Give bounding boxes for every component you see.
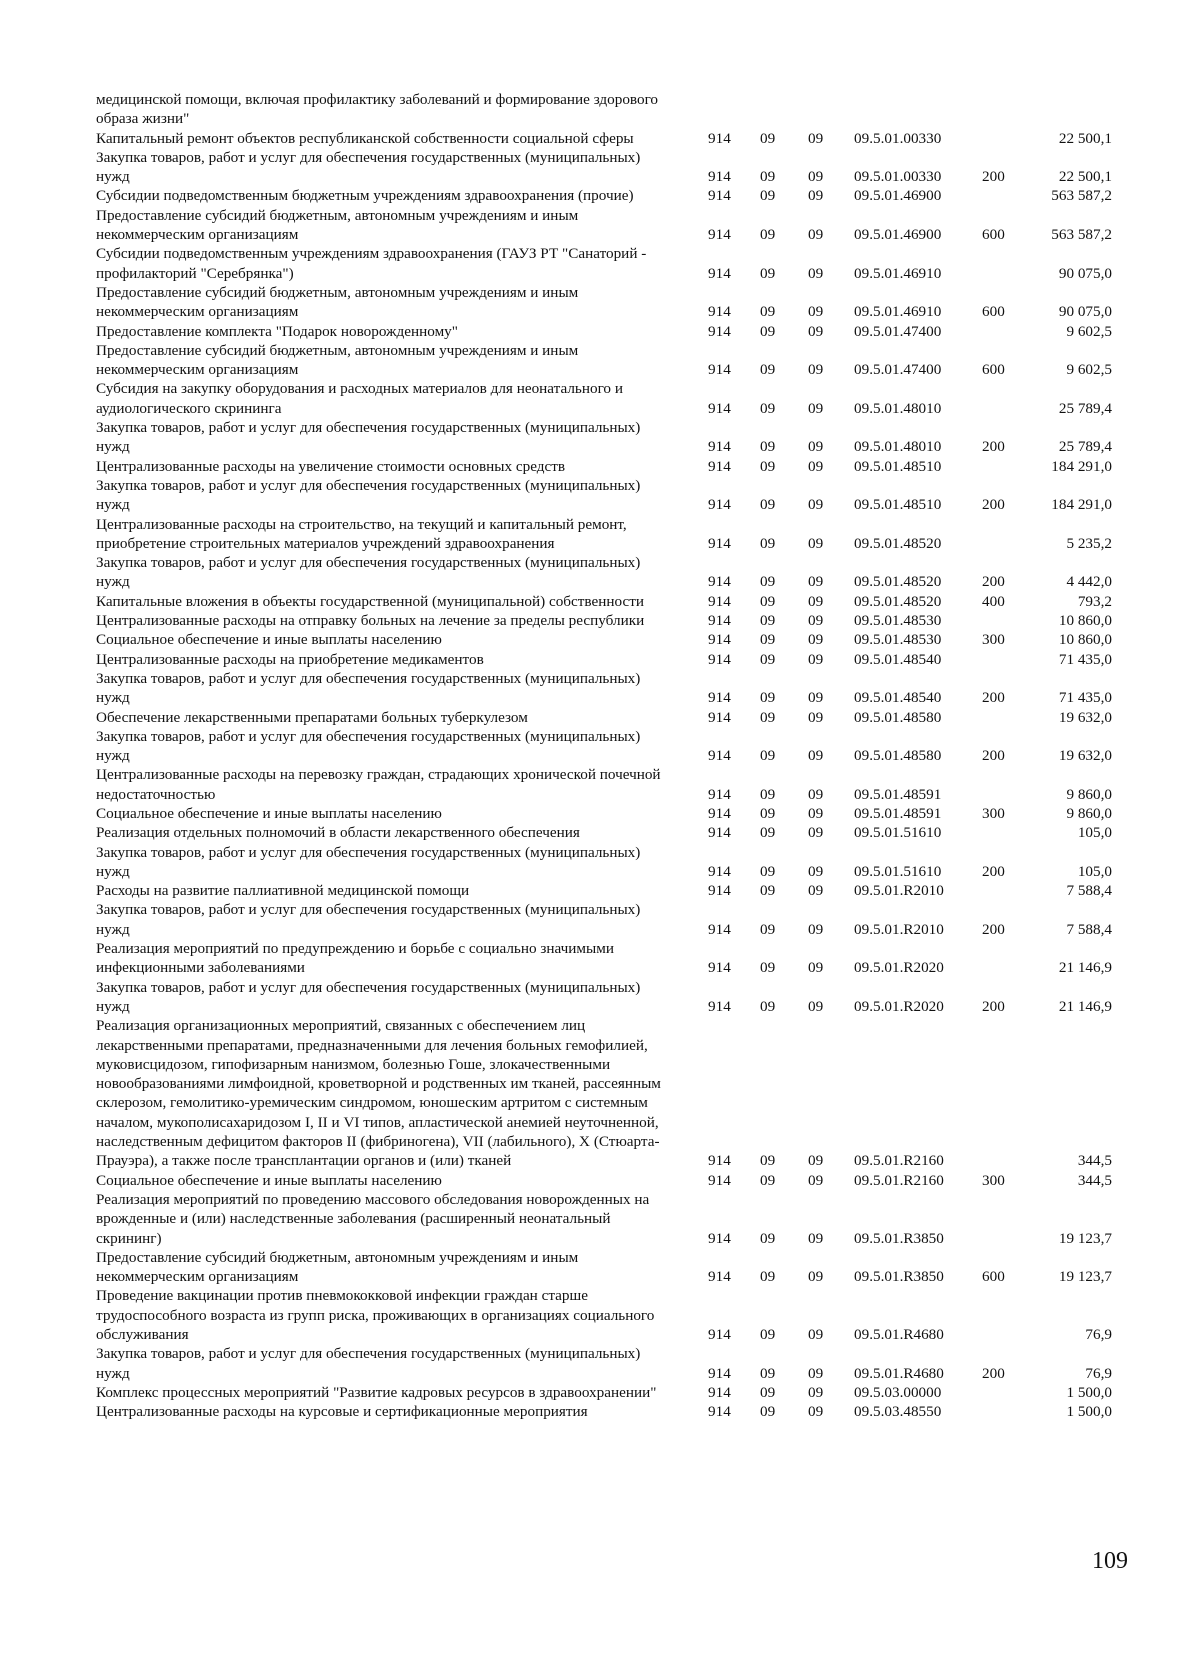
row-expense-type: 200 [982,573,1005,591]
row-target-article: 09.5.01.46900 [854,226,942,244]
row-subsection: 09 [808,785,824,803]
table-row [96,341,1136,380]
row-section: 09 [760,457,776,475]
row-section: 09 [760,882,776,900]
row-subsection: 09 [808,457,824,475]
row-expense-type: 400 [982,592,1005,610]
table-row [96,939,1136,978]
row-name: Закупка товаров, работ и услуг для обеспечения государственных (муниципальных) нужд [96,148,641,186]
row-amount: 9 860,0 [1066,785,1112,803]
row-subsection: 09 [808,1171,824,1189]
row-subsection: 09 [808,612,824,630]
row-subsection: 09 [808,438,824,456]
table-row [96,669,1136,708]
row-name: Централизованные расходы на увеличение стоимости основных средств [96,457,566,475]
row-section: 09 [760,631,776,649]
row-section: 09 [760,361,776,379]
row-target-article: 09.5.01.48540 [854,689,942,707]
table-row [96,206,1136,245]
table-row [96,244,1136,283]
row-expense-type: 200 [982,920,1005,938]
row-section: 09 [760,438,776,456]
table-row [96,900,1136,939]
row-name: Закупка товаров, работ и услуг для обеспечения государственных (муниципальных) нужд [96,843,641,880]
budget-table [96,90,1136,1421]
row-grbs: 914 [708,1171,731,1189]
row-section: 09 [760,129,776,147]
row-subsection: 09 [808,1229,824,1247]
row-subsection: 09 [808,824,824,842]
row-subsection: 09 [808,322,824,340]
row-section: 09 [760,785,776,803]
row-amount: 1 500,0 [1066,1403,1112,1421]
row-subsection: 09 [808,303,824,321]
row-grbs: 914 [708,1383,731,1401]
row-expense-type: 300 [982,804,1005,822]
row-amount: 90 075,0 [1058,264,1112,282]
row-target-article: 09.5.01.46900 [854,187,942,205]
row-target-article: 09.5.01.48591 [854,785,942,803]
row-subsection: 09 [808,631,824,649]
row-target-article: 09.5.01.48591 [854,804,942,822]
row-grbs: 914 [708,457,731,475]
row-grbs: 914 [708,882,731,900]
table-row [96,1190,1136,1248]
row-target-article: 09.5.01.48530 [854,631,942,649]
row-name: Субсидия на закупку оборудования и расходных материалов для неонатального и аудиологического скрининга [96,380,623,417]
table-row [96,90,1136,129]
row-name: Реализация организационных мероприятий, связанных с обеспечением лиц лекарственными препаратами, предназначенными для лечения больных гемофилией, муковисцидозом, гипофизарным нанизмом, болезнью Гоше, злокачественными новообразованиями лимфоидной, кроветворной и родственных им тканей, рассеянным склерозом, гемолитико-уремическим синдромом, юношеским артритом с системным началом, мукополисахаридозом I, II и VI типов, апластической анемией неуточненной, наследственным дефицитом факторов II (фибриногена), VII (лабильного), X (Стюарта-Прауэра), а также после трансплантации органов и (или) тканей [96,1017,661,1170]
row-target-article: 09.5.01.48010 [854,399,942,417]
row-name: Централизованные расходы на приобретение медикаментов [96,650,484,668]
row-name: Закупка товаров, работ и услуг для обеспечения государственных (муниципальных) нужд [96,554,641,591]
row-grbs: 914 [708,1364,731,1382]
row-section: 09 [760,1268,776,1286]
row-section: 09 [760,959,776,977]
row-amount: 9 602,5 [1066,322,1112,340]
row-name: Социальное обеспечение и иные выплаты населению [96,631,442,649]
row-name: Закупка товаров, работ и услуг для обеспечения государственных (муниципальных) нужд [96,476,641,514]
row-target-article: 09.5.01.48520 [854,573,942,591]
table-row [96,1402,1136,1421]
row-grbs: 914 [708,592,731,610]
row-grbs: 914 [708,438,731,456]
row-subsection: 09 [808,882,824,900]
row-amount: 76,9 [1085,1364,1112,1382]
table-row [96,978,1136,1017]
row-grbs: 914 [708,689,731,707]
table-row [96,1016,1136,1170]
row-target-article: 09.5.01.48510 [854,496,942,514]
table-row [96,418,1136,457]
row-amount: 21 146,9 [1058,959,1112,977]
row-section: 09 [760,399,776,417]
row-section: 09 [760,920,776,938]
row-subsection: 09 [808,920,824,938]
row-amount: 19 632,0 [1058,747,1112,765]
row-target-article: 09.5.01.48540 [854,650,942,668]
row-subsection: 09 [808,1383,824,1401]
row-section: 09 [760,1364,776,1382]
row-expense-type: 200 [982,689,1005,707]
row-subsection: 09 [808,399,824,417]
row-name: Предоставление субсидий бюджетным, автономным учреждениям и иным некоммерческим организациям [96,206,579,244]
row-target-article: 09.5.01.R2160 [854,1171,944,1189]
row-amount: 10 860,0 [1058,612,1112,630]
row-grbs: 914 [708,631,731,649]
row-grbs: 914 [708,920,731,938]
row-amount: 9 602,5 [1066,361,1112,379]
table-row [96,553,1136,592]
row-amount: 7 588,4 [1066,882,1112,900]
table-row [96,630,1136,649]
row-target-article: 09.5.01.R4680 [854,1364,944,1382]
row-name: Централизованные расходы на отправку больных на лечение за пределы республики [96,612,645,630]
row-grbs: 914 [708,361,731,379]
row-subsection: 09 [808,959,824,977]
row-amount: 4 442,0 [1066,573,1112,591]
row-target-article: 09.5.01.48510 [854,457,942,475]
row-subsection: 09 [808,129,824,147]
row-section: 09 [760,496,776,514]
row-target-article: 09.5.01.R3850 [854,1268,944,1286]
row-amount: 184 291,0 [1051,457,1112,475]
table-row [96,592,1136,611]
row-amount: 19 632,0 [1058,708,1112,726]
row-section: 09 [760,747,776,765]
row-section: 09 [760,824,776,842]
row-grbs: 914 [708,1229,731,1247]
row-subsection: 09 [808,573,824,591]
row-subsection: 09 [808,650,824,668]
row-expense-type: 600 [982,303,1005,321]
table-row [96,843,1136,882]
row-subsection: 09 [808,592,824,610]
row-subsection: 09 [808,997,824,1015]
row-section: 09 [760,303,776,321]
row-section: 09 [760,997,776,1015]
table-row [96,186,1136,205]
row-name: Централизованные расходы на перевозку граждан, страдающих хронической почечной недостаточностью [96,766,661,803]
row-section: 09 [760,1403,776,1421]
row-expense-type: 200 [982,168,1005,186]
row-amount: 90 075,0 [1058,303,1112,321]
table-row [96,1248,1136,1287]
row-grbs: 914 [708,824,731,842]
row-name: Закупка товаров, работ и услуг для обеспечения государственных (муниципальных) нужд [96,1345,641,1382]
table-row [96,283,1136,322]
table-row [96,515,1136,554]
row-name: Закупка товаров, работ и услуг для обеспечения государственных (муниципальных) нужд [96,727,641,765]
row-grbs: 914 [708,1268,731,1286]
row-section: 09 [760,689,776,707]
row-section: 09 [760,187,776,205]
row-amount: 105,0 [1077,824,1112,842]
row-grbs: 914 [708,650,731,668]
row-amount: 1 500,0 [1066,1383,1112,1401]
table-row [96,129,1136,148]
row-grbs: 914 [708,1403,731,1421]
row-section: 09 [760,226,776,244]
row-subsection: 09 [808,496,824,514]
row-subsection: 09 [808,361,824,379]
row-grbs: 914 [708,322,731,340]
row-amount: 10 860,0 [1058,631,1112,649]
row-name: Реализация мероприятий по предупреждению и борьбе с социально значимыми инфекционными заболеваниями [96,940,614,977]
row-section: 09 [760,862,776,880]
row-name: Капитальный ремонт объектов республиканской собственности социальной сферы [96,129,634,147]
row-section: 09 [760,534,776,552]
row-amount: 19 123,7 [1058,1229,1112,1247]
row-grbs: 914 [708,534,731,552]
row-grbs: 914 [708,997,731,1015]
row-amount: 9 860,0 [1066,804,1112,822]
row-grbs: 914 [708,1326,731,1343]
row-subsection: 09 [808,1268,824,1286]
table-row [96,611,1136,630]
row-target-article: 09.5.01.48580 [854,747,942,765]
row-amount: 563 587,2 [1051,187,1112,205]
row-amount: 563 587,2 [1051,226,1112,244]
row-grbs: 914 [708,303,731,321]
table-row [96,457,1136,476]
row-target-article: 09.5.01.00330 [854,168,942,186]
row-amount: 344,5 [1077,1152,1112,1170]
row-grbs: 914 [708,959,731,977]
row-amount: 19 123,7 [1058,1268,1112,1286]
row-expense-type: 200 [982,862,1005,880]
row-section: 09 [760,322,776,340]
row-target-article: 09.5.01.47400 [854,361,942,379]
row-target-article: 09.5.03.48550 [854,1403,942,1421]
row-name: Предоставление комплекта "Подарок новорожденному" [96,322,458,340]
row-subsection: 09 [808,689,824,707]
row-grbs: 914 [708,226,731,244]
row-expense-type: 200 [982,496,1005,514]
row-name: Закупка товаров, работ и услуг для обеспечения государственных (муниципальных) нужд [96,669,641,707]
table-row [96,881,1136,900]
row-amount: 25 789,4 [1058,438,1112,456]
row-section: 09 [760,264,776,282]
row-name: Реализация отдельных полномочий в области лекарственного обеспечения [96,824,580,842]
table-row [96,727,1136,766]
row-section: 09 [760,804,776,822]
row-expense-type: 600 [982,226,1005,244]
row-grbs: 914 [708,496,731,514]
page-number: 109 [1092,1548,1128,1574]
row-expense-type: 300 [982,631,1005,649]
row-grbs: 914 [708,187,731,205]
row-name: Закупка товаров, работ и услуг для обеспечения государственных (муниципальных) нужд [96,419,641,456]
row-expense-type: 200 [982,1364,1005,1382]
row-target-article: 09.5.01.46910 [854,303,942,321]
row-name: Комплекс процессных мероприятий "Развитие кадровых ресурсов в здравоохранении" [96,1383,657,1401]
row-subsection: 09 [808,1326,824,1343]
row-target-article: 09.5.01.48520 [854,592,942,610]
table-row [96,476,1136,515]
row-expense-type: 200 [982,438,1005,456]
table-row [96,148,1136,187]
row-amount: 793,2 [1077,592,1112,610]
row-amount: 25 789,4 [1058,399,1112,417]
row-grbs: 914 [708,168,731,186]
row-amount: 22 500,1 [1058,129,1112,147]
row-section: 09 [760,1326,776,1343]
row-name: Предоставление субсидий бюджетным, автономным учреждениям и иным некоммерческим организациям [96,283,579,321]
row-name: Проведение вакцинации против пневмококковой инфекции граждан старше трудоспособного возраста из групп риска, проживающих в организациях социального обслуживания [96,1287,655,1343]
row-target-article: 09.5.01.51610 [854,824,942,842]
table-row [96,708,1136,727]
row-name: Предоставление субсидий бюджетным, автономным учреждениям и иным некоммерческим организациям [96,1248,579,1286]
row-target-article: 09.5.01.46910 [854,264,942,282]
row-target-article: 09.5.01.R2160 [854,1152,944,1170]
row-section: 09 [760,1229,776,1247]
row-name: Субсидии подведомственным учреждениям здравоохранения (ГАУЗ РТ "Санаторий - профилакторий "Серебрянка") [96,245,647,282]
row-target-article: 09.5.01.47400 [854,322,942,340]
row-amount: 71 435,0 [1058,650,1112,668]
row-section: 09 [760,650,776,668]
row-subsection: 09 [808,747,824,765]
row-expense-type: 600 [982,361,1005,379]
row-grbs: 914 [708,785,731,803]
row-subsection: 09 [808,1364,824,1382]
row-expense-type: 200 [982,997,1005,1015]
row-name: Закупка товаров, работ и услуг для обеспечения государственных (муниципальных) нужд [96,978,641,1015]
row-section: 09 [760,612,776,630]
row-section: 09 [760,573,776,591]
row-grbs: 914 [708,612,731,630]
row-section: 09 [760,1383,776,1401]
row-amount: 344,5 [1077,1171,1112,1189]
row-target-article: 09.5.01.R4680 [854,1326,944,1343]
row-name: Централизованные расходы на курсовые и сертификационные мероприятия [96,1403,588,1421]
row-section: 09 [760,708,776,726]
row-subsection: 09 [808,264,824,282]
row-subsection: 09 [808,862,824,880]
row-subsection: 09 [808,187,824,205]
row-target-article: 09.5.01.R2020 [854,997,944,1015]
row-grbs: 914 [708,573,731,591]
row-amount: 71 435,0 [1058,689,1112,707]
row-grbs: 914 [708,399,731,417]
table-row [96,804,1136,823]
table-row [96,379,1136,418]
row-target-article: 09.5.01.51610 [854,862,942,880]
table-row [96,322,1136,341]
row-name: Социальное обеспечение и иные выплаты населению [96,804,442,822]
row-target-article: 09.5.01.00330 [854,129,942,147]
row-grbs: 914 [708,264,731,282]
table-row [96,1286,1136,1344]
row-subsection: 09 [808,534,824,552]
row-section: 09 [760,168,776,186]
row-name: Обеспечение лекарственными препаратами больных туберкулезом [96,708,528,726]
row-grbs: 914 [708,862,731,880]
row-name: Реализация мероприятий по проведению массового обследования новорожденных на врожденные и (или) наследственные заболевания (расширенный неонатальный скрининг) [96,1190,650,1247]
row-expense-type: 200 [982,747,1005,765]
table-row [96,1344,1136,1383]
row-amount: 5 235,2 [1066,534,1112,552]
table-row [96,1383,1136,1402]
row-subsection: 09 [808,1403,824,1421]
row-amount: 7 588,4 [1066,920,1112,938]
row-expense-type: 300 [982,1171,1005,1189]
table-row [96,823,1136,842]
row-subsection: 09 [808,168,824,186]
row-target-article: 09.5.01.48010 [854,438,942,456]
row-target-article: 09.5.01.48580 [854,708,942,726]
row-section: 09 [760,1171,776,1189]
row-name: Расходы на развитие паллиативной медицинской помощи [96,882,470,900]
row-grbs: 914 [708,129,731,147]
row-target-article: 09.5.01.R2010 [854,920,944,938]
row-grbs: 914 [708,747,731,765]
row-name: Предоставление субсидий бюджетным, автономным учреждениям и иным некоммерческим организациям [96,341,579,379]
row-subsection: 09 [808,804,824,822]
row-grbs: 914 [708,1152,731,1170]
row-amount: 184 291,0 [1051,496,1112,514]
row-subsection: 09 [808,1152,824,1170]
row-target-article: 09.5.01.48520 [854,534,942,552]
row-target-article: 09.5.01.R2020 [854,959,944,977]
table-row [96,1171,1136,1190]
row-name: Централизованные расходы на строительство, на текущий и капитальный ремонт, приобретение строительных материалов учреждений здравоохранения [96,515,627,552]
row-amount: 21 146,9 [1058,997,1112,1015]
row-amount: 22 500,1 [1058,168,1112,186]
row-section: 09 [760,1152,776,1170]
row-amount: 105,0 [1077,862,1112,880]
row-name: Закупка товаров, работ и услуг для обеспечения государственных (муниципальных) нужд [96,901,641,938]
row-grbs: 914 [708,708,731,726]
row-subsection: 09 [808,708,824,726]
row-expense-type: 600 [982,1268,1005,1286]
table-row [96,765,1136,804]
row-name: Капитальные вложения в объекты государственной (муниципальной) собственности [96,592,644,610]
row-name: Социальное обеспечение и иные выплаты населению [96,1171,442,1189]
row-grbs: 914 [708,804,731,822]
row-name: Субсидии подведомственным бюджетным учреждениям здравоохранения (прочие) [96,187,634,205]
table-row [96,650,1136,669]
row-name: медицинской помощи, включая профилактику заболеваний и формирование здорового образа жизни" [96,91,659,128]
row-target-article: 09.5.03.00000 [854,1383,942,1401]
row-subsection: 09 [808,226,824,244]
row-amount: 76,9 [1085,1326,1112,1343]
row-target-article: 09.5.01.48530 [854,612,942,630]
row-section: 09 [760,592,776,610]
row-target-article: 09.5.01.R2010 [854,882,944,900]
row-target-article: 09.5.01.R3850 [854,1229,944,1247]
